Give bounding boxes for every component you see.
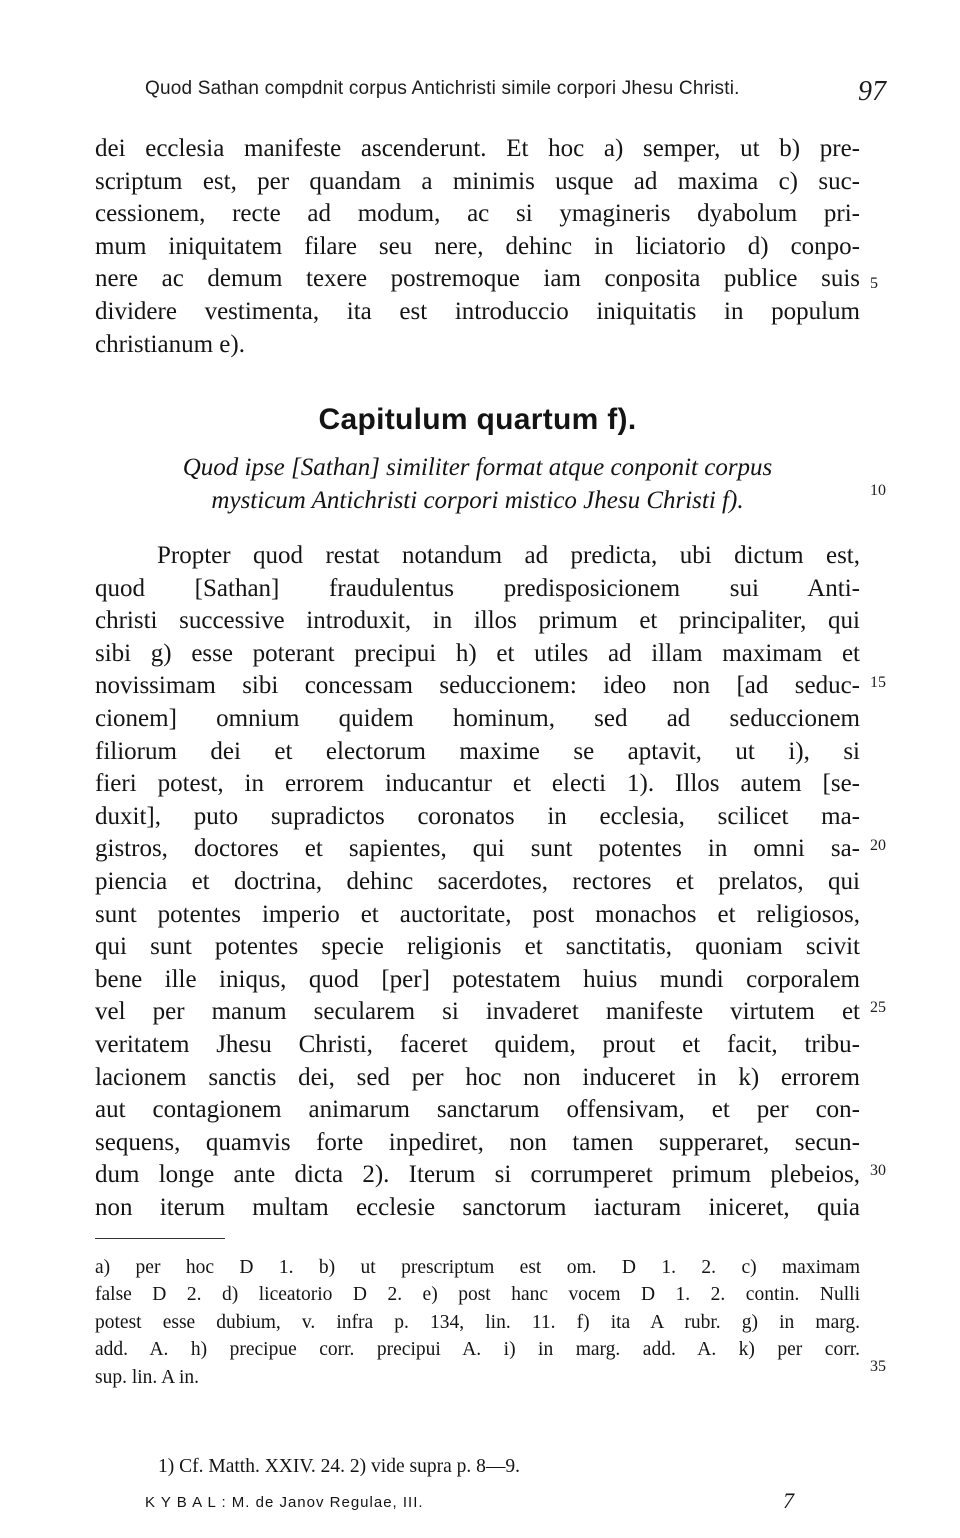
paragraph-line: bene ille iniqus, quod [per] potestatem huius mundi corporalem xyxy=(95,965,860,993)
paragraph-line: duxit], puto supradictos coronatos in ecclesia, scilicet ma- xyxy=(95,802,860,830)
paragraph-line: dividere vestimenta, ita est introduccio iniquitatis in populum xyxy=(95,297,860,325)
paragraph-line: cessionem, recte ad modum, ac si ymagineris dyabolum pri- xyxy=(95,200,860,228)
paragraph-line: aut contagionem animarum sanctarum offensivam, et per con- xyxy=(95,1096,860,1124)
subtitle-line: mysticum Antichristi corpori mistico Jhesu Christi f). xyxy=(211,486,744,514)
paragraph-line: vel per manum secularem si invaderet manifeste virtutem et xyxy=(95,998,860,1026)
paragraph-line: piencia et doctrina, dehinc sacerdotes, rectores et prelatos, qui xyxy=(95,867,860,895)
paragraph-line: mum iniquitatem filare seu nere, dehinc in liciatorio d) conpo- xyxy=(95,232,860,260)
paragraph-line: dei ecclesia manifeste ascenderunt. Et hoc a) semper, ut b) pre- xyxy=(95,135,860,162)
paragraph-line: christianum e). xyxy=(95,330,245,358)
running-title: Quod Sathan compdnit corpus Antichristi simile corpori Jhesu Christi. xyxy=(145,78,740,99)
line-number: 25 xyxy=(870,999,886,1016)
chapter-heading: Capitulum quartum f). xyxy=(318,403,637,436)
opening-paragraph xyxy=(95,133,860,361)
main-paragraph xyxy=(95,540,860,1224)
paragraph-line: filiorum dei et electorum maxime se aptavit, ut i), si xyxy=(95,737,860,765)
footnote-line: sup. lin. A in. xyxy=(95,1366,200,1388)
footer-signature-left: K Y B A L : M. de Janov Regulae, III. xyxy=(145,1494,424,1511)
paragraph-line: lacionem sanctis dei, sed per hoc non induceret in k) errorem xyxy=(95,1063,860,1091)
footnote-rule xyxy=(95,1238,225,1239)
paragraph-line: quod [Sathan] fraudulentus predisposicionem sui Anti- xyxy=(95,574,860,602)
footnote-line: add. A. h) precipue corr. precipui A. i) in marg. add. A. k) per corr. xyxy=(95,1339,860,1361)
paragraph-line: gistros, doctores et sapientes, qui sunt potentes in omni sa- xyxy=(95,835,860,863)
footnote-line: a) per hoc D 1. b) ut prescriptum est om. D 1. 2. c) maximam xyxy=(95,1257,860,1278)
chapter-subtitle xyxy=(95,452,860,517)
footer-signature-right: 7 xyxy=(783,1488,794,1513)
footnote-line: potest esse dubium, v. infra p. 134, lin. 11. f) ita A rubr. g) in marg. xyxy=(95,1311,860,1333)
paragraph-line: veritatem Jhesu Christi, faceret quidem, prout et facit, tribu- xyxy=(95,1030,860,1058)
paragraph-line: Propter quod restat notandum ad predicta, ubi dictum est, xyxy=(157,542,860,569)
paragraph-line: sibi g) esse poterant precipui h) et utiles ad illam maximam et xyxy=(95,639,860,667)
paragraph-line: novissimam sibi concessam seduccionem: ideo non [ad seduc- xyxy=(95,672,860,700)
line-number: 10 xyxy=(870,482,886,499)
footnote-line: false D 2. d) liceatorio D 2. e) post hanc vocem D 1. 2. contin. Nulli xyxy=(95,1284,860,1306)
paragraph-line: christi successive introduxit, in illos primum et principaliter, qui xyxy=(95,607,860,635)
line-number: 30 xyxy=(870,1162,886,1179)
page-number: 97 xyxy=(858,76,886,107)
paragraph-line: scriptum est, per quandam a minimis usque ad maxima c) suc- xyxy=(95,167,860,195)
paragraph-line: sunt potentes imperio et auctoritate, post monachos et religiosos, xyxy=(95,900,860,928)
paragraph-line: nere ac demum texere postremoque iam conposita publice suis xyxy=(95,265,860,293)
paragraph-line: cionem] omnium quidem hominum, sed ad seduccionem xyxy=(95,704,860,732)
line-number: 35 xyxy=(870,1358,886,1375)
paragraph-line: fieri potest, in errorem inducantur et electi 1). Illos autem [se- xyxy=(95,770,860,798)
source-note: 1) Cf. Matth. XXIV. 24. 2) vide supra p. 8—9. xyxy=(158,1456,520,1477)
footnotes xyxy=(95,1254,860,1391)
line-number: 5 xyxy=(870,275,878,292)
line-number: 20 xyxy=(870,837,886,854)
subtitle-line: Quod ipse [Sathan] similiter format atque conponit corpus xyxy=(182,454,773,481)
paragraph-line: sequens, quamvis forte inpediret, non tamen supperaret, secun- xyxy=(95,1128,860,1156)
line-number: 15 xyxy=(870,674,886,691)
paragraph-line: non iterum multam ecclesie sanctorum iacturam iniceret, quia xyxy=(95,1193,860,1221)
paragraph-line: dum longe ante dicta 2). Iterum si corrumperet primum plebeios, xyxy=(95,1161,860,1189)
paragraph-line: qui sunt potentes specie religionis et sanctitatis, quoniam scivit xyxy=(95,933,860,961)
